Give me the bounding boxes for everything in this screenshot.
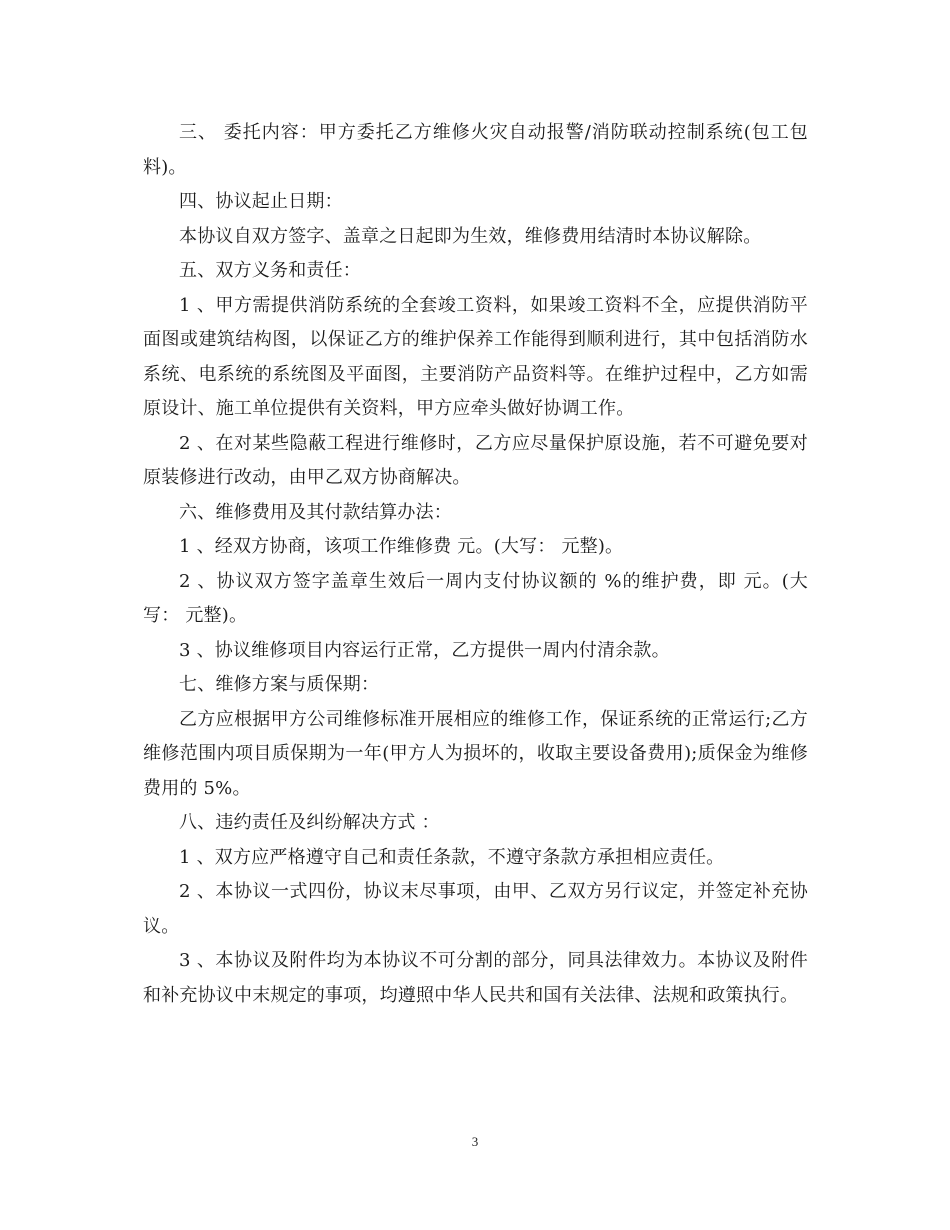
page-number: 3 bbox=[471, 1134, 479, 1149]
document-body bbox=[143, 116, 808, 1013]
section-4-heading: 四、协议起止日期： bbox=[179, 191, 343, 212]
section-8-heading: 八、违约责任及纠纷解决方式 ： bbox=[179, 812, 440, 833]
section-6-item-2: 2 、协议双方签字盖章生效后一周内支付协议额的 %的维护费，即 元。(大写： 元整)。 bbox=[143, 570, 808, 626]
section-7-body: 乙方应根据甲方公司维修标准开展相应的维修工作，保证系统的正常运行;乙方维修范围内项目质保期为一年(甲方人为损坏的，收取主要设备费用);质保金为维修费用的 5%。 bbox=[143, 708, 808, 799]
section-5-heading: 五、双方义务和责任： bbox=[179, 260, 361, 281]
section-7-heading: 七、维修方案与质保期： bbox=[179, 674, 380, 695]
section-4-body: 本协议自双方签字、盖章之日起即为生效，维修费用结清时本协议解除。 bbox=[179, 225, 762, 247]
section-5-item-2: 2 、在对某些隐蔽工程进行维修时，乙方应尽量保护原设施，若不可避免要对原装修进行改动，由甲乙双方协商解决。 bbox=[143, 432, 808, 488]
section-5-item-1: 1 、甲方需提供消防系统的全套竣工资料，如果竣工资料不全，应提供消防平面图或建筑结构图，以保证乙方的维护保养工作能得到顺利进行，其中包括消防水系统、电系统的系统图及平面图，主要消防产品资料等。在维护过程中，乙方如需原设计、施工单位提供有关资料，甲方应牵头做好协调工作。 bbox=[143, 294, 808, 419]
section-8-item-1: 1 、双方应严格遵守自己和责任条款，不遵守条款方承担相应责任。 bbox=[179, 846, 725, 868]
section-6-item-3: 3 、协议维修项目内容运行正常，乙方提供一周内付清余款。 bbox=[179, 639, 670, 661]
section-6-heading: 六、维修费用及其付款结算办法： bbox=[179, 501, 452, 523]
section-6-item-1: 1 、经双方协商，该项工作维修费 元。(大写： 元整)。 bbox=[179, 536, 624, 557]
section-8-item-2: 2 、本协议一式四份，协议末尽事项，由甲、乙双方另行议定，并签定补充协议。 bbox=[143, 881, 808, 937]
section-3-delegation: 三、 委托内容：甲方委托乙方维修火灾自动报警/消防联动控制系统(包工包料)。 bbox=[143, 122, 808, 178]
section-8-item-3: 3 、本协议及附件均为本协议不可分割的部分，同具法律效力。本协议及附件和补充协议中末规定的事项，均遵照中华人民共和国有关法律、法规和政策执行。 bbox=[143, 950, 808, 1006]
